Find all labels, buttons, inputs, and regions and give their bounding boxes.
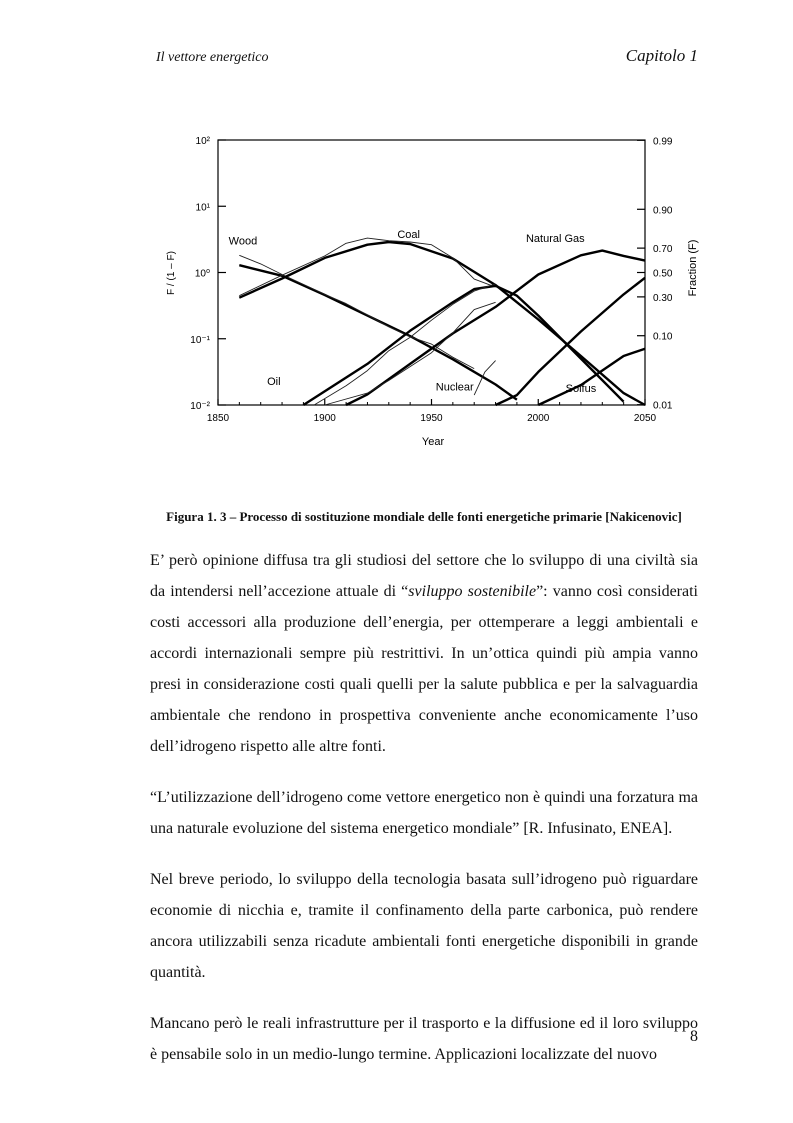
series-label: Solfus [565, 382, 597, 395]
left-y-label-text: F / (1 – F) [166, 251, 177, 295]
series-label: Oil [267, 376, 281, 389]
right-tick-label: 0.50 [653, 268, 673, 280]
left-tick-label: 10¹ [195, 202, 210, 214]
right-y-axis-label [687, 240, 699, 297]
wood-model-line [239, 265, 517, 400]
x-tick-label: 1900 [313, 413, 336, 424]
left-tick-label: 10⁰ [194, 268, 210, 280]
right-tick-label: 0.70 [653, 244, 673, 256]
x-tick-label: 2050 [633, 413, 657, 424]
running-header-right: Capitolo 1 [625, 46, 698, 65]
paragraph-text: E’ però opinione diffusa tra gli studiosi del settore che lo sviluppo di una civiltà sia da intendersi nell’accezione attuale di “ [150, 552, 698, 600]
body-text [150, 545, 698, 1090]
series-label: Nuclear [435, 381, 474, 394]
right-tick-label: 0.10 [653, 331, 673, 343]
series-label: Natural Gas [525, 233, 585, 246]
x-tick-label: 1950 [420, 413, 443, 424]
italic-text: sviluppo sostenibile [408, 583, 537, 600]
paragraph [150, 782, 698, 844]
paragraph-text: ”: vanno così considerati costi accessori alla produzione dell’energia, per ottemperare a leggi ambientali e accordi internazionali sempre più restrittivi. In un’ottica quindi più ampia vanno presi in considerazione costi quali quelli per la salute pubblica e per la salvaguardia ambientale che rendono in prospettiva conveniente anche economicamente l’uso dell’idrogeno rispetto alle altre fonti. [150, 583, 698, 755]
left-y-axis [190, 136, 226, 412]
chart-svg [150, 118, 710, 463]
substitution-chart [150, 118, 710, 463]
right-y-label-text: Fraction (F) [687, 239, 699, 297]
right-tick-label: 0.90 [653, 205, 673, 217]
figure-caption: Figura 1. 3 – Processo di sostituzione mondiale delle fonti energetiche primarie [Nakicenovic] [166, 509, 682, 524]
plot-frame [218, 140, 645, 405]
series-label: Coal [397, 229, 420, 242]
right-tick-label: 0.99 [653, 136, 673, 148]
x-tick-label: 1850 [206, 413, 230, 424]
left-tick-label: 10⁻¹ [190, 334, 210, 346]
x-axis-label: Year [421, 436, 445, 448]
x-axis [207, 399, 657, 424]
left-tick-label: 10² [195, 136, 210, 147]
right-tick-label: 0.30 [653, 292, 673, 304]
right-y-axis [637, 136, 673, 411]
right-tick-label: 0.01 [653, 400, 673, 412]
series-layer [239, 238, 645, 405]
left-tick-label: 10⁻² [190, 401, 210, 412]
paragraph-text: “L’utilizzazione dell’idrogeno come vettore energetico non è quindi una forzatura ma una naturale evoluzione del sistema energetico mondiale” [R. Infusinato, ENEA]. [150, 789, 698, 837]
paragraph [150, 864, 698, 988]
paragraph-text: Mancano però le reali infrastrutture per il trasporto e la diffusione ed il loro sviluppo è pensabile solo in un medio-lungo termine. Applicazioni localizzate del nuovo [150, 1015, 698, 1063]
left-y-axis-label [166, 251, 177, 295]
x-tick-label: 2000 [527, 413, 550, 424]
paragraph-text: Nel breve periodo, lo sviluppo della tecnologia basata sull’idrogeno può riguardare economie di nicchia e, tramite il confinamento della parte carbonica, può rendere ancora utilizzabili senza ricadute ambientali fonti energetiche disponibili in grande quantità. [150, 871, 698, 981]
coal-observed-line [239, 238, 495, 296]
page-number: 8 [690, 1028, 698, 1045]
running-header-left: Il vettore energetico [156, 50, 269, 65]
series-label: Wood [228, 235, 258, 248]
paragraph [150, 545, 698, 762]
